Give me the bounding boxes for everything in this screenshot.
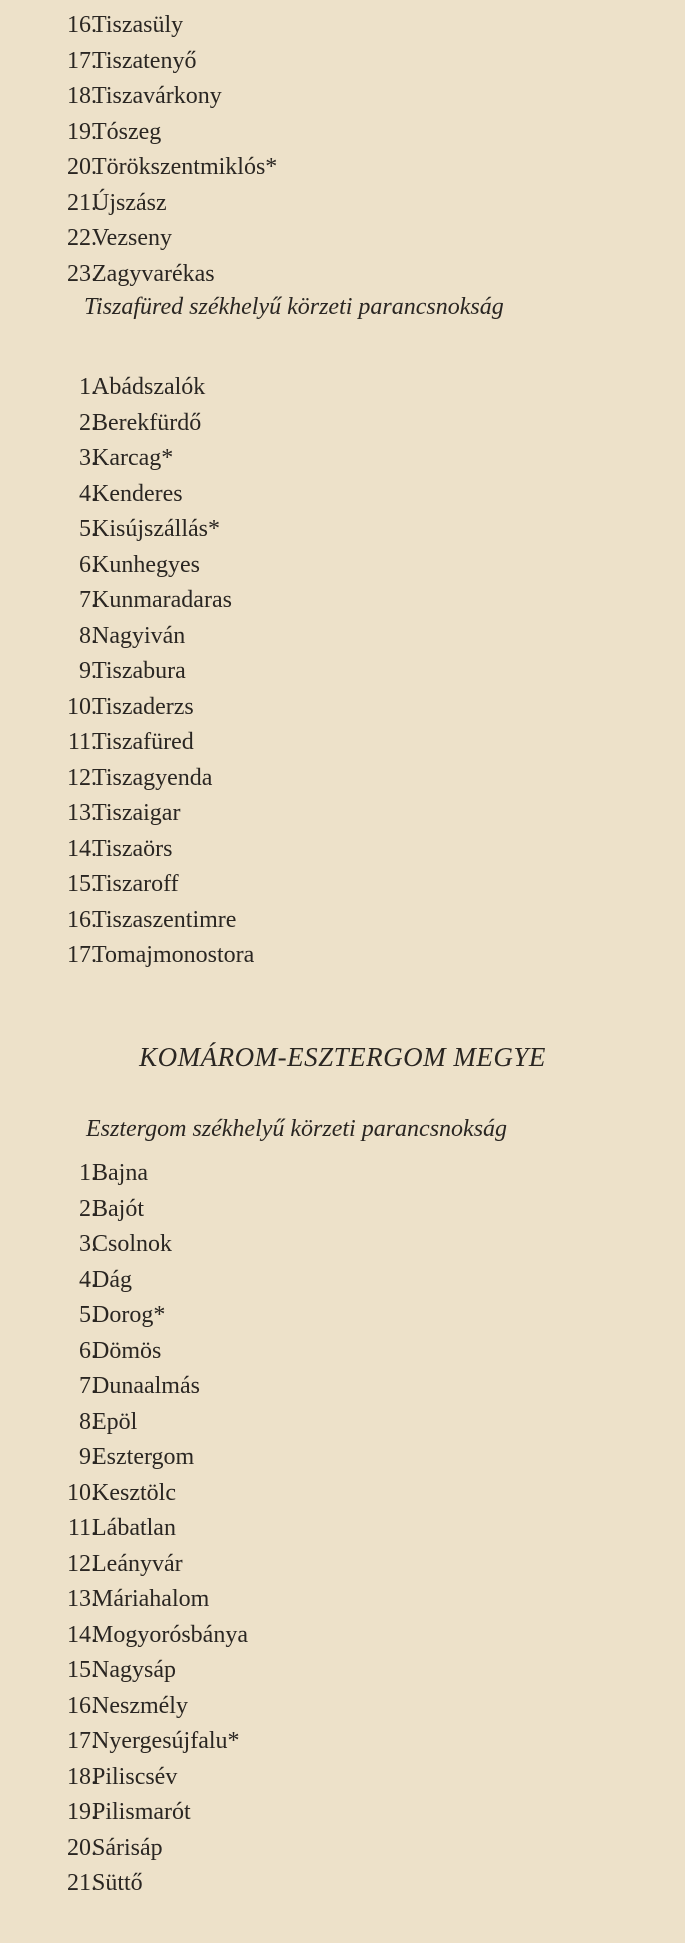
settlement-name: Tiszaroff [92, 871, 179, 897]
settlement-name: Leányvár [92, 1550, 183, 1577]
item-number: 1. [79, 1160, 97, 1186]
item-number: 5. [79, 516, 97, 542]
list-item [0, 115, 685, 151]
item-number: 13. [67, 800, 97, 826]
item-number: 2. [79, 409, 97, 436]
item-number: 17. [67, 942, 97, 968]
item-number: 20. [67, 1834, 97, 1861]
list-item [0, 1263, 685, 1299]
list-item [0, 370, 685, 406]
item-number: 23. [67, 260, 97, 287]
settlement-name: Dunaalmás [92, 1373, 200, 1399]
item-number: 9. [79, 658, 97, 684]
settlement-name: Mogyorósbánya [92, 1621, 248, 1648]
item-number: 4. [79, 1266, 97, 1293]
list-item [0, 1831, 685, 1867]
settlement-name: Dömös [92, 1337, 162, 1364]
list-item [0, 186, 685, 222]
list-item [0, 903, 685, 939]
item-number: 6. [79, 551, 97, 578]
settlement-name: Nyergesújfalu* [92, 1728, 240, 1754]
settlement-name: Kesztölc [92, 1479, 176, 1506]
item-number: 3. [79, 1231, 97, 1257]
settlement-name: Kunhegyes [92, 551, 200, 578]
list-item [0, 938, 685, 974]
item-number: 12. [67, 764, 97, 791]
settlement-name: Abádszalók [92, 374, 206, 400]
list-item [0, 406, 685, 442]
list-item [0, 619, 685, 655]
settlement-name: Lábatlan [92, 1515, 176, 1541]
list-item [0, 79, 685, 115]
list-item [0, 512, 685, 548]
list-item [0, 1689, 685, 1725]
item-number: 10. [67, 1479, 97, 1506]
list-item [0, 548, 685, 584]
item-number: 16. [67, 906, 97, 933]
list-item [0, 1547, 685, 1583]
list-item [0, 583, 685, 619]
county-heading: KOMÁROM-ESZTERGOM MEGYE [139, 1042, 546, 1072]
settlement-name: Tiszaszentimre [92, 906, 237, 933]
item-number: 7. [79, 587, 97, 613]
item-number: 22. [67, 225, 97, 251]
list-item [0, 221, 685, 257]
item-number: 19. [67, 1799, 97, 1825]
item-number: 15. [67, 1657, 97, 1683]
item-number: 9. [79, 1444, 97, 1470]
list-item [0, 654, 685, 690]
item-number: 7. [79, 1373, 97, 1399]
item-number: 2. [79, 1195, 97, 1222]
settlement-name: Tiszaigar [92, 800, 181, 826]
settlement-name: Tiszagyenda [92, 764, 213, 791]
list-item [0, 832, 685, 868]
list-item [0, 1334, 685, 1370]
list-item [0, 1582, 685, 1618]
item-number: 19. [67, 118, 97, 145]
list-item [0, 796, 685, 832]
item-number: 20. [67, 154, 97, 180]
item-number: 11. [67, 729, 97, 755]
item-number: 18. [67, 83, 97, 109]
settlement-name: Kunmaradaras [92, 587, 232, 613]
item-number: 17. [67, 47, 97, 74]
settlement-name: Vezseny [92, 225, 172, 251]
list-item [0, 1192, 685, 1228]
item-number: 16. [67, 1692, 97, 1719]
list-item [0, 1476, 685, 1512]
settlement-name: Kisújszállás* [92, 516, 220, 542]
list-item [0, 1440, 685, 1476]
list-item [0, 690, 685, 726]
list-item [0, 1795, 685, 1831]
list-item [0, 477, 685, 513]
settlement-name: Süttő [92, 1870, 143, 1896]
settlement-name: Tiszatenyő [92, 47, 197, 74]
settlement-name: Újszász [92, 189, 167, 216]
settlement-name: Tiszaderzs [92, 693, 194, 720]
list-item [0, 1298, 685, 1334]
settlement-list-continued [0, 8, 685, 292]
item-number: 13. [67, 1586, 97, 1612]
settlement-name: Dág [92, 1266, 132, 1293]
item-number: 18. [67, 1763, 97, 1790]
settlement-name: Tiszafüred [92, 729, 194, 755]
settlement-name: Törökszentmiklós* [92, 154, 278, 180]
item-number: 17. [67, 1728, 97, 1754]
list-item [0, 441, 685, 477]
item-number: 21. [67, 189, 97, 216]
item-number: 14. [67, 1621, 97, 1648]
list-item [0, 725, 685, 761]
settlement-name: Tiszaörs [92, 835, 173, 862]
item-number: 1. [79, 374, 97, 400]
list-item [0, 150, 685, 186]
list-item [0, 8, 685, 44]
settlement-name: Neszmély [92, 1692, 188, 1719]
settlement-name: Tószeg [92, 118, 162, 145]
list-item [0, 44, 685, 80]
settlement-name: Sárisáp [92, 1834, 163, 1861]
settlement-name: Epöl [92, 1408, 138, 1435]
list-item [0, 1618, 685, 1654]
settlement-name: Zagyvarékas [92, 260, 215, 287]
settlement-list-esztergom [0, 1156, 685, 1902]
list-item [0, 867, 685, 903]
settlement-name: Esztergom [92, 1444, 195, 1470]
item-number: 6. [79, 1337, 97, 1364]
list-item [0, 761, 685, 797]
item-number: 21. [67, 1870, 97, 1896]
list-item [0, 1227, 685, 1263]
settlement-name: Nagyiván [92, 622, 186, 649]
list-item [0, 1866, 685, 1902]
list-item [0, 1511, 685, 1547]
settlement-name: Dorog* [92, 1302, 166, 1328]
settlement-name: Tiszasüly [92, 12, 184, 38]
settlement-name: Tiszavárkony [92, 83, 222, 109]
settlement-name: Berekfürdő [92, 409, 202, 436]
list-item [0, 257, 685, 293]
settlement-name: Kenderes [92, 480, 183, 507]
item-number: 16. [67, 12, 97, 38]
item-number: 11. [67, 1515, 97, 1541]
settlement-name: Bajót [92, 1195, 144, 1222]
settlement-name: Karcag* [92, 445, 174, 471]
settlement-name: Csolnok [92, 1231, 173, 1257]
settlement-name: Máriahalom [92, 1586, 210, 1612]
item-number: 12. [67, 1550, 97, 1577]
settlement-name: Bajna [92, 1160, 148, 1186]
settlement-name: Piliscsév [92, 1763, 178, 1790]
list-item [0, 1760, 685, 1796]
section-heading-esztergom: Esztergom székhelyű körzeti parancsnokság [86, 1116, 508, 1142]
section-heading-tiszafured: Tiszafüred székhelyű körzeti parancsnokság [84, 294, 504, 320]
list-item [0, 1653, 685, 1689]
item-number: 10. [67, 693, 97, 720]
item-number: 8. [79, 1408, 97, 1435]
item-number: 4. [79, 480, 97, 507]
settlement-list-tiszafured [0, 370, 685, 974]
item-number: 14. [67, 835, 97, 862]
settlement-name: Tiszabura [92, 658, 186, 684]
item-number: 8. [79, 622, 97, 649]
list-item [0, 1724, 685, 1760]
item-number: 5. [79, 1302, 97, 1328]
settlement-name: Nagysáp [92, 1657, 176, 1683]
settlement-name: Tomajmonostora [92, 942, 255, 968]
list-item [0, 1369, 685, 1405]
item-number: 15. [67, 871, 97, 897]
list-item [0, 1405, 685, 1441]
list-item [0, 1156, 685, 1192]
settlement-name: Pilismarót [92, 1799, 191, 1825]
item-number: 3. [79, 445, 97, 471]
